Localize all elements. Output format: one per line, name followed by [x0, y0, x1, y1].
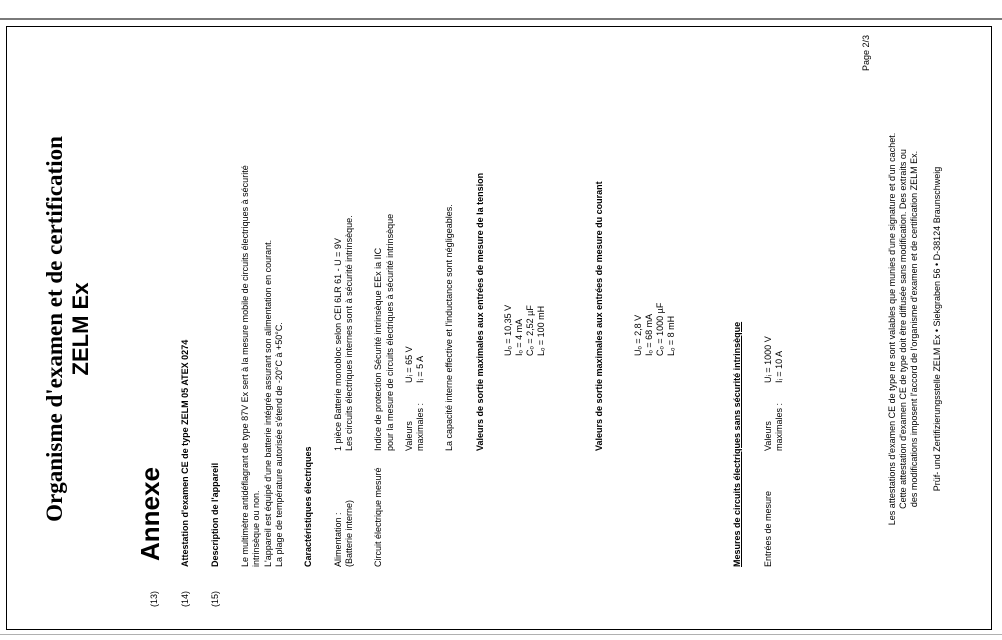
- supply-text-2: Les circuits électriques internes sont à sécurité intrinsèque.: [344, 215, 354, 451]
- rotated-page-content: [7, 27, 991, 630]
- description-line: Le multimètre antidéflagrant de type 87V Ex sert à la mesure mobile de circuits électriques à sécurité: [240, 165, 250, 567]
- supply-text: 1 pièce Batterie monobloc selon CEI 6LR 61 - U = 9V: [333, 238, 343, 451]
- current-output-line: Cₒ = 1000 µF: [655, 302, 665, 356]
- input-voltage-value: Uᵢ = 65 V: [404, 346, 414, 383]
- electrical-heading: Caractéristiques électriques: [303, 446, 313, 567]
- circuit-text: Indice de protection Sécurité intrinsèque EEx ia IIC: [373, 247, 383, 451]
- supply-label: Alimentation :: [333, 512, 343, 567]
- description-line: L'appareil est équipé d'une batterie intégrée assurant son alimentation en courant.: [263, 239, 273, 567]
- negligible-note: La capacité interne effective et l'inductance sont négligeables.: [444, 204, 454, 451]
- document-page: [6, 26, 992, 630]
- current-output-line: Iₒ = 68 mA: [644, 313, 654, 356]
- description-line: La plage de température autorisée s'étend de -20°C à +50°C.: [274, 322, 284, 567]
- max-values-label-2: maximales :: [774, 402, 784, 451]
- supply-label-2: (Batterie interne): [344, 499, 354, 567]
- voltage-output-line: Cₒ = 2,52 µF: [525, 305, 535, 356]
- max-voltage-value: Uᵢ = 1000 V: [763, 336, 773, 383]
- voltage-output-line: Lₒ = 100 mH: [536, 305, 546, 356]
- voltage-output-line: Uₒ = 10,35 V: [503, 304, 513, 356]
- section-number-15: (15): [210, 590, 220, 607]
- footer-line: Cette attestation d'examen CE de type doit être diffusée sans modification. Des extraits ou: [898, 149, 908, 509]
- voltage-output-line: Iₒ = 4 mA: [514, 318, 524, 356]
- max-values-label-2: maximales :: [415, 402, 425, 451]
- circuit-label: Circuit électrique mesuré: [373, 467, 383, 567]
- section-number-13: (13): [149, 590, 159, 607]
- description-line: intrinsèque ou non.: [251, 490, 261, 567]
- description-heading: Description de l'appareil: [210, 462, 220, 567]
- measure-inputs-label: Entrées de mesure: [763, 490, 773, 567]
- current-output-line: Lₒ = 8 mH: [666, 315, 676, 356]
- input-current-value: Iᵢ = 5 A: [415, 355, 425, 383]
- viewer-bottom-border: [0, 634, 1002, 635]
- footer-line: Les attestations d'examen CE de type ne sont valables que munies d'une signature et d'un cachet.: [887, 132, 897, 526]
- max-current-value: Iᵢ = 10 A: [774, 350, 784, 383]
- max-values-label: Valeurs: [404, 421, 414, 451]
- page-number: Page 2/3: [861, 34, 871, 71]
- non-intrinsic-heading: Mesures de circuits électriques sans sécurité intrinsèque: [732, 321, 742, 567]
- current-output-line: Uₒ = 2,8 V: [633, 314, 643, 356]
- org-title: Organisme d'examen et de certification: [42, 136, 67, 522]
- footer-line: des modifications imposent l'accord de l'organisme d'examen et de certification ZELM Ex.: [909, 150, 919, 508]
- viewer-top-bar: [0, 0, 1002, 18]
- circuit-text-2: pour la mesure de circuits électriques à sécurité intrinsèque: [385, 213, 395, 451]
- annexe-heading: Annexe: [135, 467, 165, 561]
- attestation-title: Attestation d'examen CE de type ZELM 05 ATEX 0274: [180, 339, 190, 567]
- viewer-top-border: [0, 18, 1002, 20]
- footer-address: Prüf- und Zertifizierungsstelle ZELM Ex • Siekgraben 56 • D-38124 Braunschweig: [932, 166, 942, 492]
- section-number-14: (14): [180, 590, 190, 607]
- current-outputs-heading: Valeurs de sortie maximales aux entrées de mesure du courant: [594, 181, 604, 451]
- org-subtitle: ZELM Ex: [68, 282, 93, 376]
- max-values-label: Valeurs: [763, 421, 773, 451]
- voltage-outputs-heading: Valeurs de sortie maximales aux entrées de mesure de la tension: [475, 172, 485, 451]
